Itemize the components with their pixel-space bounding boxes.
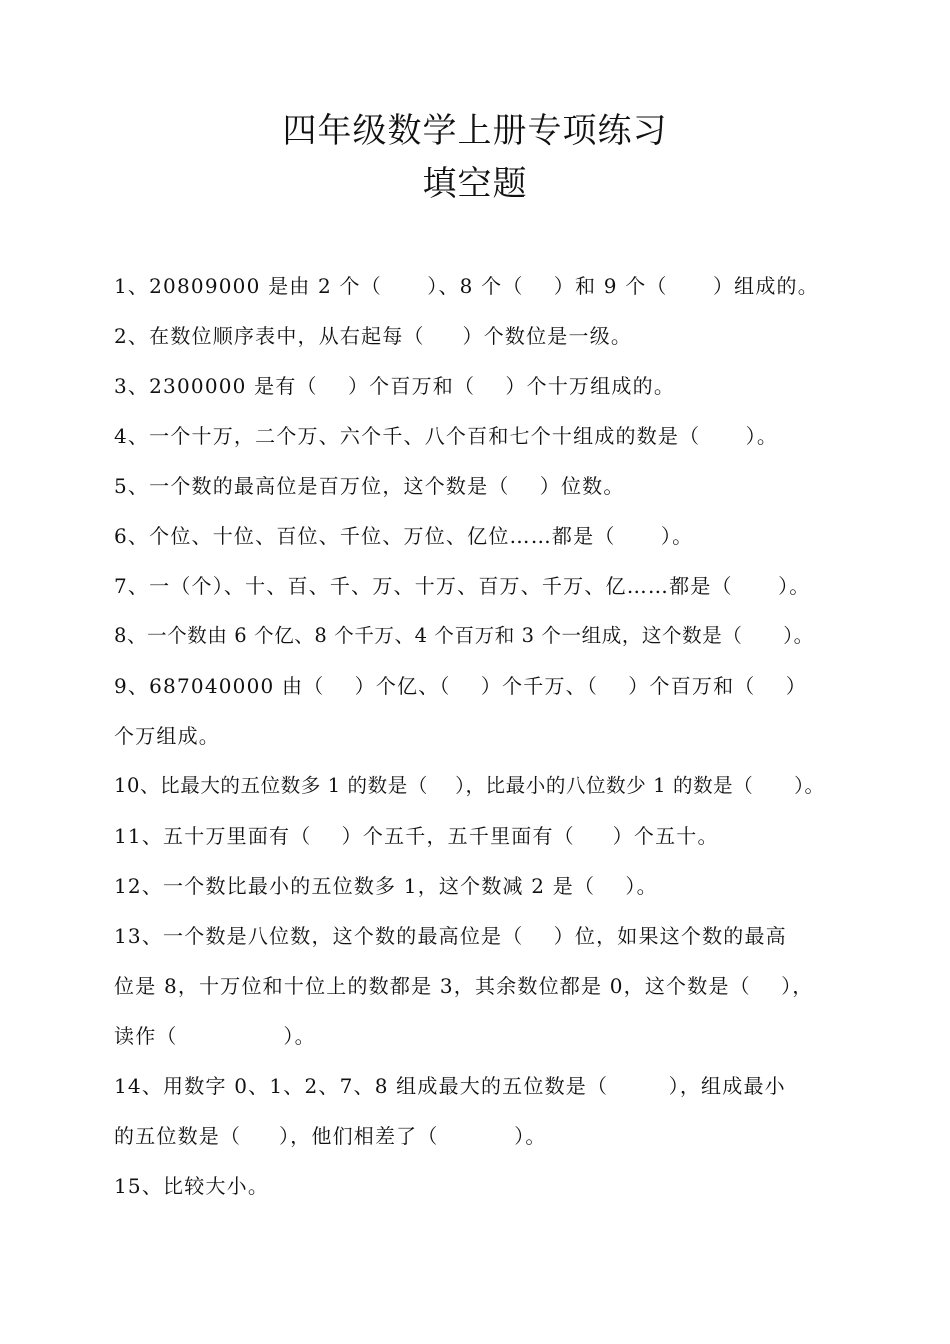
question-13-line-3: 读作（ ）。 <box>114 1024 316 1048</box>
worksheet-title: 四年级数学上册专项练习 <box>282 111 668 151</box>
question-2: 2、在数位顺序表中，从右起每（ ）个数位是一级。 <box>114 324 633 348</box>
question-13-line-1: 13、一个数是八位数，这个数的最高位是（ ）位，如果这个数的最高 <box>114 924 787 948</box>
question-1: 1、20809000 是由 2 个（ ）、8 个（ ）和 9 个（ ）组成的。 <box>114 274 819 298</box>
question-13-line-2: 位是 8，十万位和十位上的数都是 3，其余数位都是 0，这个数是（ ）， <box>114 974 814 998</box>
question-14-line-1: 14、用数字 0、1、2、7、8 组成最大的五位数是（ ），组成最小 <box>114 1074 786 1098</box>
question-10: 10、比最大的五位数多 1 的数是（ ），比最小的八位数少 1 的数是（ ）。 <box>114 774 825 797</box>
question-7: 7、一（个）、十、百、千、万、十万、百万、千万、亿……都是（ ）。 <box>114 574 811 598</box>
question-5: 5、一个数的最高位是百万位，这个数是（ ）位数。 <box>114 474 625 498</box>
question-8: 8、一个数由 6 个亿、8 个千万、4 个百万和 3 个一组成，这个数是（ ）。 <box>114 624 814 647</box>
question-9-line-2: 个万组成。 <box>114 724 220 748</box>
question-14-line-2: 的五位数是（ ），他们相差了（ ）。 <box>114 1124 547 1148</box>
worksheet-subtitle: 填空题 <box>422 164 528 204</box>
question-12: 12、一个数比最小的五位数多 1，这个数减 2 是（ ）。 <box>114 874 658 898</box>
question-9-line-1: 9、687040000 由（ ）个亿、（ ）个千万、（ ）个百万和（ ） <box>114 674 807 698</box>
question-15: 15、比较大小。 <box>114 1174 270 1198</box>
question-6: 6、个位、十位、百位、千位、万位、亿位……都是（ ）。 <box>114 524 694 548</box>
question-list <box>114 268 854 1218</box>
question-3: 3、2300000 是有（ ）个百万和（ ）个十万组成的。 <box>114 374 676 398</box>
question-11: 11、五十万里面有（ ）个五千，五千里面有（ ）个五十。 <box>114 824 719 848</box>
question-4: 4、一个十万，二个万、六个千、八个百和七个十组成的数是（ ）。 <box>114 424 779 448</box>
